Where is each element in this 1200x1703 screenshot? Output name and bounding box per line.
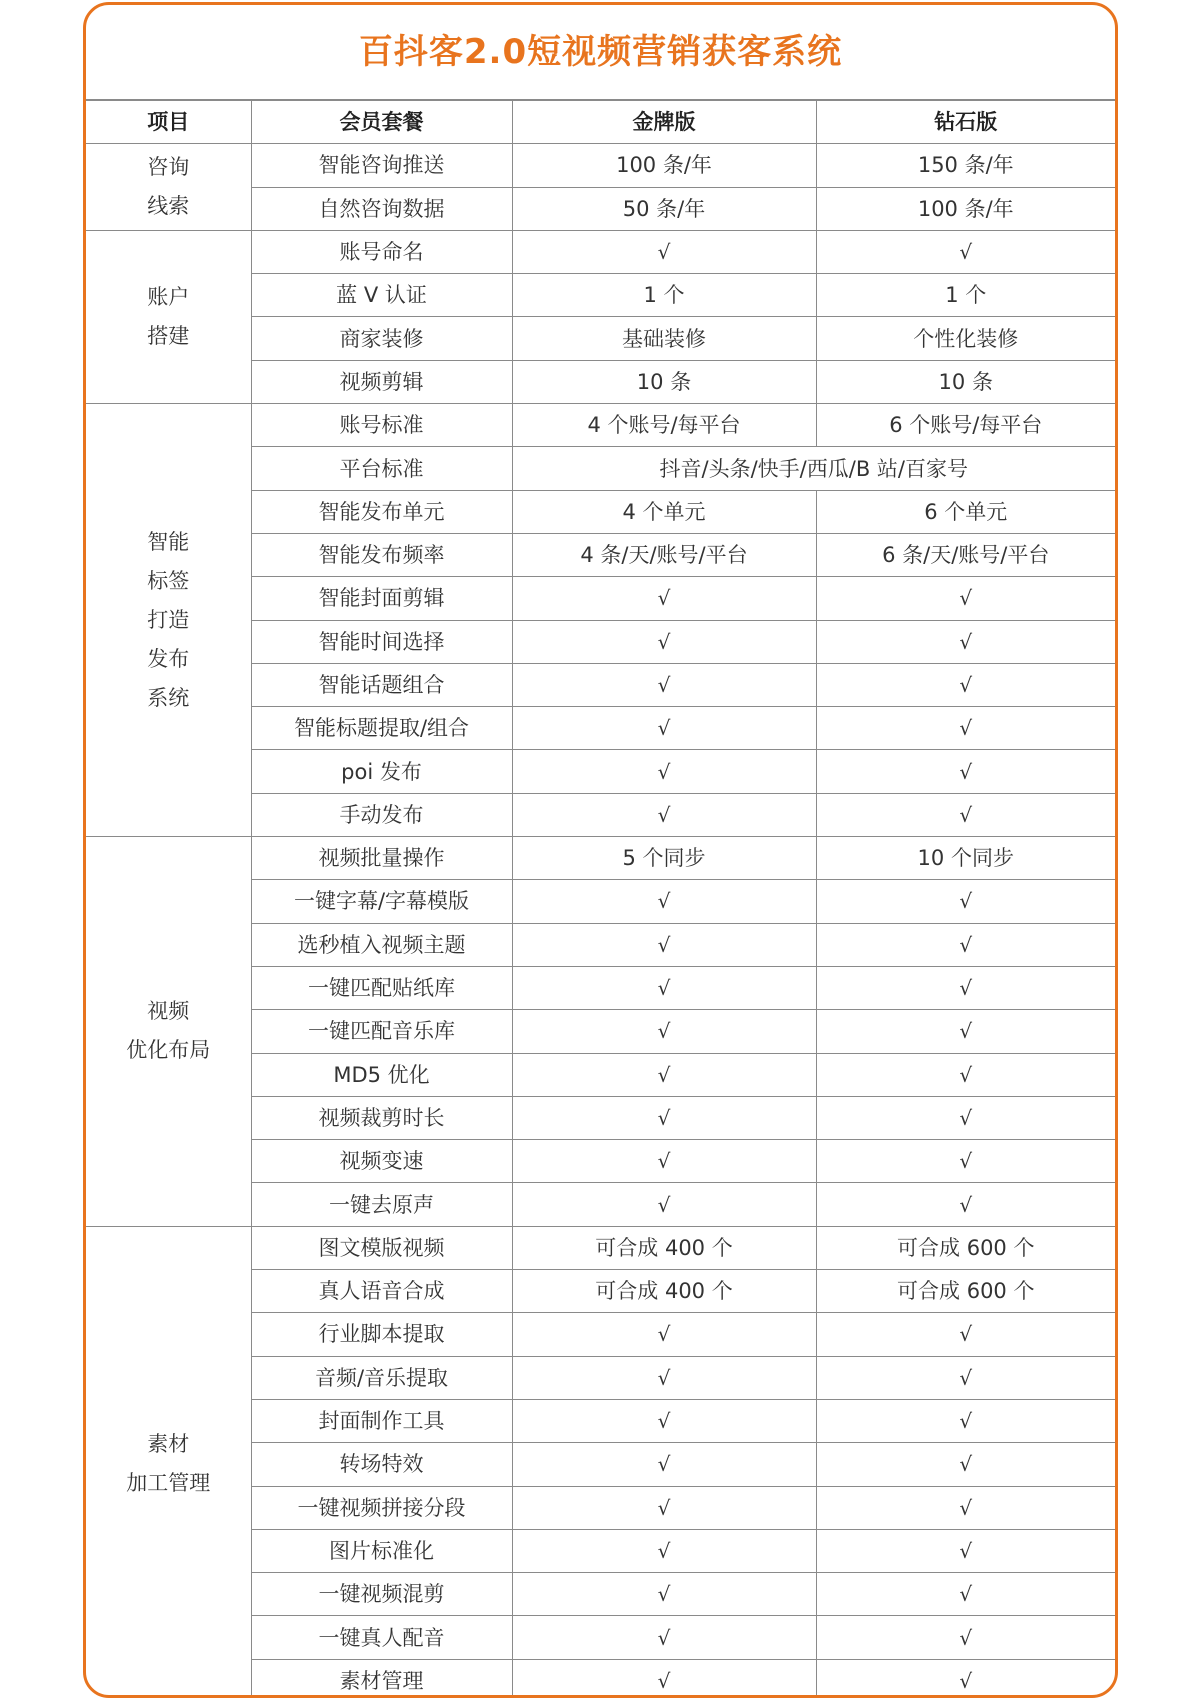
feature-cell: 图片标准化 — [251, 1529, 512, 1572]
gold-value-cell: √ — [512, 577, 816, 620]
document-frame — [83, 2, 1118, 1698]
diamond-value-cell: √ — [816, 1486, 1115, 1529]
category-label-line: 加工管理 — [126, 1471, 211, 1496]
gold-value-cell: 基础装修 — [512, 317, 816, 360]
diamond-value-cell: √ — [816, 1616, 1115, 1659]
gold-value-cell: √ — [512, 1356, 816, 1399]
gold-value-cell: 4 条/天/账号/平台 — [512, 533, 816, 576]
category-label-line: 搭建 — [147, 323, 190, 348]
gold-value-cell: √ — [512, 793, 816, 836]
diamond-value-cell: √ — [816, 707, 1115, 750]
feature-cell: 一键匹配贴纸库 — [251, 966, 512, 1009]
diamond-value-cell: √ — [816, 1443, 1115, 1486]
diamond-value-cell: 可合成 600 个 — [816, 1270, 1115, 1313]
feature-cell: 蓝 V 认证 — [251, 274, 512, 317]
diamond-value-cell: √ — [816, 1096, 1115, 1139]
page-title: 百抖客2.0短视频营销获客系统 — [358, 32, 843, 72]
diamond-value-cell: √ — [816, 577, 1115, 620]
category-label-line: 标签 — [147, 568, 190, 593]
feature-cell: 一键真人配音 — [251, 1616, 512, 1659]
category-cell — [86, 1226, 251, 1698]
table-body — [86, 144, 1115, 1698]
category-label-line: 发布 — [147, 646, 190, 671]
header-diamond: 钻石版 — [816, 100, 1115, 144]
diamond-value-cell: 10 条 — [816, 360, 1115, 403]
feature-cell: 手动发布 — [251, 793, 512, 836]
feature-cell: 智能时间选择 — [251, 620, 512, 663]
gold-value-cell: √ — [512, 230, 816, 273]
gold-value-cell: √ — [512, 1573, 816, 1616]
gold-value-cell: √ — [512, 923, 816, 966]
feature-cell: 账号命名 — [251, 230, 512, 273]
package-comparison-table — [86, 99, 1115, 1698]
feature-cell: 选秒植入视频主题 — [251, 923, 512, 966]
gold-value-cell: 4 个账号/每平台 — [512, 404, 816, 447]
feature-cell: 素材管理 — [251, 1659, 512, 1698]
feature-cell: 智能话题组合 — [251, 663, 512, 706]
diamond-value-cell: 6 条/天/账号/平台 — [816, 533, 1115, 576]
feature-cell: 转场特效 — [251, 1443, 512, 1486]
diamond-value-cell: √ — [816, 1053, 1115, 1096]
category-cell — [86, 837, 251, 1227]
header-item: 项目 — [86, 100, 251, 144]
category-label-line: 素材 — [147, 1432, 190, 1457]
table-row — [86, 837, 1115, 880]
header-gold: 金牌版 — [512, 100, 816, 144]
gold-value-cell: 10 条 — [512, 360, 816, 403]
gold-value-cell: √ — [512, 707, 816, 750]
feature-cell: MD5 优化 — [251, 1053, 512, 1096]
feature-cell: 视频批量操作 — [251, 837, 512, 880]
gold-value-cell: √ — [512, 966, 816, 1009]
diamond-value-cell: √ — [816, 1313, 1115, 1356]
diamond-value-cell: 6 个账号/每平台 — [816, 404, 1115, 447]
diamond-value-cell: √ — [816, 663, 1115, 706]
gold-value-cell: √ — [512, 880, 816, 923]
diamond-value-cell: √ — [816, 793, 1115, 836]
gold-value-cell: √ — [512, 1140, 816, 1183]
diamond-value-cell: 150 条/年 — [816, 144, 1115, 187]
table-row — [86, 144, 1115, 187]
gold-value-cell: 可合成 400 个 — [512, 1226, 816, 1269]
gold-value-cell: √ — [512, 1399, 816, 1442]
diamond-value-cell: √ — [816, 1010, 1115, 1053]
diamond-value-cell: √ — [816, 1140, 1115, 1183]
feature-cell: 视频裁剪时长 — [251, 1096, 512, 1139]
feature-cell: 一键去原声 — [251, 1183, 512, 1226]
category-label-line: 线索 — [147, 194, 190, 219]
feature-cell: 商家装修 — [251, 317, 512, 360]
gold-value-cell: 50 条/年 — [512, 187, 816, 230]
category-label-line: 打造 — [147, 607, 190, 632]
diamond-value-cell: √ — [816, 1399, 1115, 1442]
gold-value-cell: √ — [512, 1096, 816, 1139]
feature-cell: 账号标准 — [251, 404, 512, 447]
category-label-line: 咨询 — [147, 155, 190, 180]
category-cell — [86, 404, 251, 837]
table-row — [86, 230, 1115, 273]
merged-value-cell: 抖音/头条/快手/西瓜/B 站/百家号 — [512, 447, 1115, 490]
gold-value-cell: √ — [512, 1616, 816, 1659]
feature-cell: 平台标准 — [251, 447, 512, 490]
feature-cell: 真人语音合成 — [251, 1270, 512, 1313]
diamond-value-cell: √ — [816, 923, 1115, 966]
feature-cell: 智能封面剪辑 — [251, 577, 512, 620]
gold-value-cell: 4 个单元 — [512, 490, 816, 533]
category-label-line: 智能 — [147, 529, 190, 554]
feature-cell: 图文模版视频 — [251, 1226, 512, 1269]
gold-value-cell: 可合成 400 个 — [512, 1270, 816, 1313]
gold-value-cell: √ — [512, 750, 816, 793]
diamond-value-cell: √ — [816, 1356, 1115, 1399]
gold-value-cell: √ — [512, 1486, 816, 1529]
diamond-value-cell: 10 个同步 — [816, 837, 1115, 880]
table-header-row — [86, 100, 1115, 144]
diamond-value-cell: √ — [816, 1183, 1115, 1226]
category-label-line: 账户 — [147, 284, 190, 309]
feature-cell: 一键匹配音乐库 — [251, 1010, 512, 1053]
diamond-value-cell: √ — [816, 750, 1115, 793]
feature-cell: 封面制作工具 — [251, 1399, 512, 1442]
feature-cell: 智能标题提取/组合 — [251, 707, 512, 750]
feature-cell: 视频剪辑 — [251, 360, 512, 403]
feature-cell: 视频变速 — [251, 1140, 512, 1183]
gold-value-cell: 1 个 — [512, 274, 816, 317]
feature-cell: 智能咨询推送 — [251, 144, 512, 187]
feature-cell: 音频/音乐提取 — [251, 1356, 512, 1399]
feature-cell: poi 发布 — [251, 750, 512, 793]
gold-value-cell: √ — [512, 1443, 816, 1486]
feature-cell: 一键视频混剪 — [251, 1573, 512, 1616]
gold-value-cell: √ — [512, 1053, 816, 1096]
feature-cell: 行业脚本提取 — [251, 1313, 512, 1356]
diamond-value-cell: √ — [816, 1529, 1115, 1572]
category-label-line: 系统 — [147, 685, 190, 710]
gold-value-cell: √ — [512, 1529, 816, 1572]
diamond-value-cell: √ — [816, 230, 1115, 273]
gold-value-cell: √ — [512, 1183, 816, 1226]
feature-cell: 智能发布频率 — [251, 533, 512, 576]
gold-value-cell: √ — [512, 620, 816, 663]
feature-cell: 自然咨询数据 — [251, 187, 512, 230]
gold-value-cell: √ — [512, 1659, 816, 1698]
feature-cell: 智能发布单元 — [251, 490, 512, 533]
category-label-line: 视频 — [147, 999, 190, 1024]
feature-cell: 一键视频拼接分段 — [251, 1486, 512, 1529]
gold-value-cell: 5 个同步 — [512, 837, 816, 880]
diamond-value-cell: √ — [816, 1659, 1115, 1698]
category-cell — [86, 230, 251, 403]
table-row — [86, 1226, 1115, 1269]
diamond-value-cell: 1 个 — [816, 274, 1115, 317]
header-package: 会员套餐 — [251, 100, 512, 144]
gold-value-cell: √ — [512, 1010, 816, 1053]
gold-value-cell: √ — [512, 663, 816, 706]
table-row — [86, 404, 1115, 447]
diamond-value-cell: 6 个单元 — [816, 490, 1115, 533]
diamond-value-cell: 个性化装修 — [816, 317, 1115, 360]
diamond-value-cell: √ — [816, 966, 1115, 1009]
diamond-value-cell: 100 条/年 — [816, 187, 1115, 230]
diamond-value-cell: 可合成 600 个 — [816, 1226, 1115, 1269]
gold-value-cell: √ — [512, 1313, 816, 1356]
gold-value-cell: 100 条/年 — [512, 144, 816, 187]
diamond-value-cell: √ — [816, 1573, 1115, 1616]
category-cell — [86, 144, 251, 231]
diamond-value-cell: √ — [816, 880, 1115, 923]
feature-cell: 一键字幕/字幕模版 — [251, 880, 512, 923]
diamond-value-cell: √ — [816, 620, 1115, 663]
category-label-line: 优化布局 — [126, 1038, 211, 1063]
